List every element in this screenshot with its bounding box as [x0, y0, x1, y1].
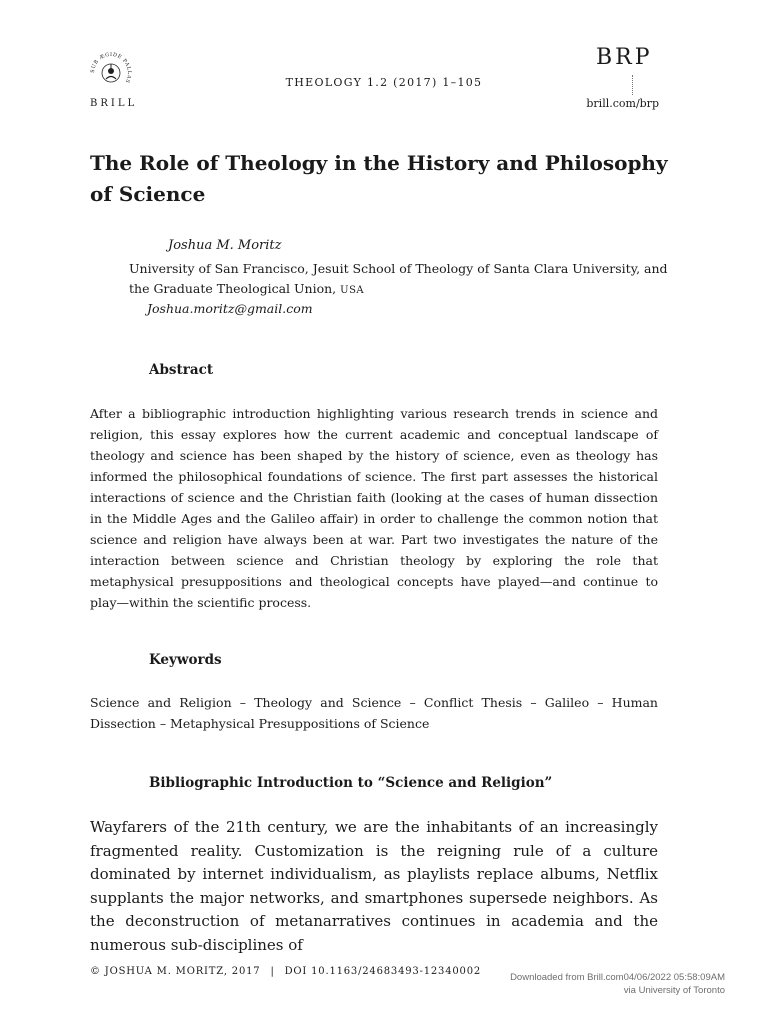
author-affiliation	[129, 259, 689, 301]
svg-text:SUB ÆGIDE PALLAS: SUB ÆGIDE PALLAS	[89, 51, 133, 85]
abstract-text: After a bibliographic introduction highlighting various research trends in science and religion, this essay explores how the current academic and conceptual landscape of theology and science has been shaped by the history of science, even as theology has informed the philosophical foundations of science. The first part assesses the historical interactions of science and the Christian faith (looking at the cases of human dissection in the Middle Ages and the Galileo affair) in order to challenge the common notion that science and religion have always been at war. Part two investigates the nature of the interaction between science and Christian theology by exploring the role that metaphysical presuppositions and theological concepts have played—and continue to play—within the scientific process.	[90, 406, 658, 610]
series-url[interactable]: brill.com/brp	[586, 97, 659, 110]
download-watermark	[510, 971, 725, 997]
author-email[interactable]: Joshua.moritz@gmail.com	[147, 301, 313, 316]
publisher-wordmark: BRILL	[90, 98, 138, 109]
journal-citation-header: THEOLOGY 1.2 (2017) 1–105	[285, 76, 483, 89]
abstract-heading: Abstract	[149, 362, 214, 378]
author-name: Joshua M. Moritz	[168, 238, 282, 253]
brp-logo: BRP	[596, 45, 653, 70]
affiliation-country: USA	[340, 285, 365, 296]
brill-seal-logo	[88, 50, 134, 96]
download-institution: via University of Toronto	[623, 985, 725, 996]
footer-separator: |	[270, 966, 275, 977]
brp-logo-divider	[632, 75, 635, 95]
article-title: The Role of Theology in the History and Philosophy of Science	[90, 151, 668, 206]
footer-copyright	[90, 966, 481, 977]
keywords-heading: Keywords	[149, 652, 222, 668]
affiliation-text: University of San Francisco, Jesuit School of Theology of Santa Clara University, and the Graduate Theological Union,	[129, 261, 668, 296]
section-heading: Bibliographic Introduction to “Science and Religion”	[149, 775, 553, 791]
body-paragraph: Wayfarers of the 21th century, we are the inhabitants of an increasingly fragmented reality. Customization is the reigning rule of a culture dominated by internet individualism, as playlists replace albums, Netflix supplants the major networks, and smartphones supersede neighbors. As the deconstruction of metanarratives continues in academia and the numerous sub-disciplines of	[90, 818, 658, 954]
doi-text[interactable]: DOI 10.1163/24683493-12340002	[284, 966, 482, 977]
copyright-text: © JOSHUA M. MORITZ, 2017	[90, 966, 261, 977]
keywords-text: Science and Religion – Theology and Science – Conflict Thesis – Galileo – Human Dissection – Metaphysical Presuppositions of Science	[90, 695, 658, 731]
download-line: Downloaded from Brill.com04/06/2022 05:58:09AM	[510, 972, 725, 983]
